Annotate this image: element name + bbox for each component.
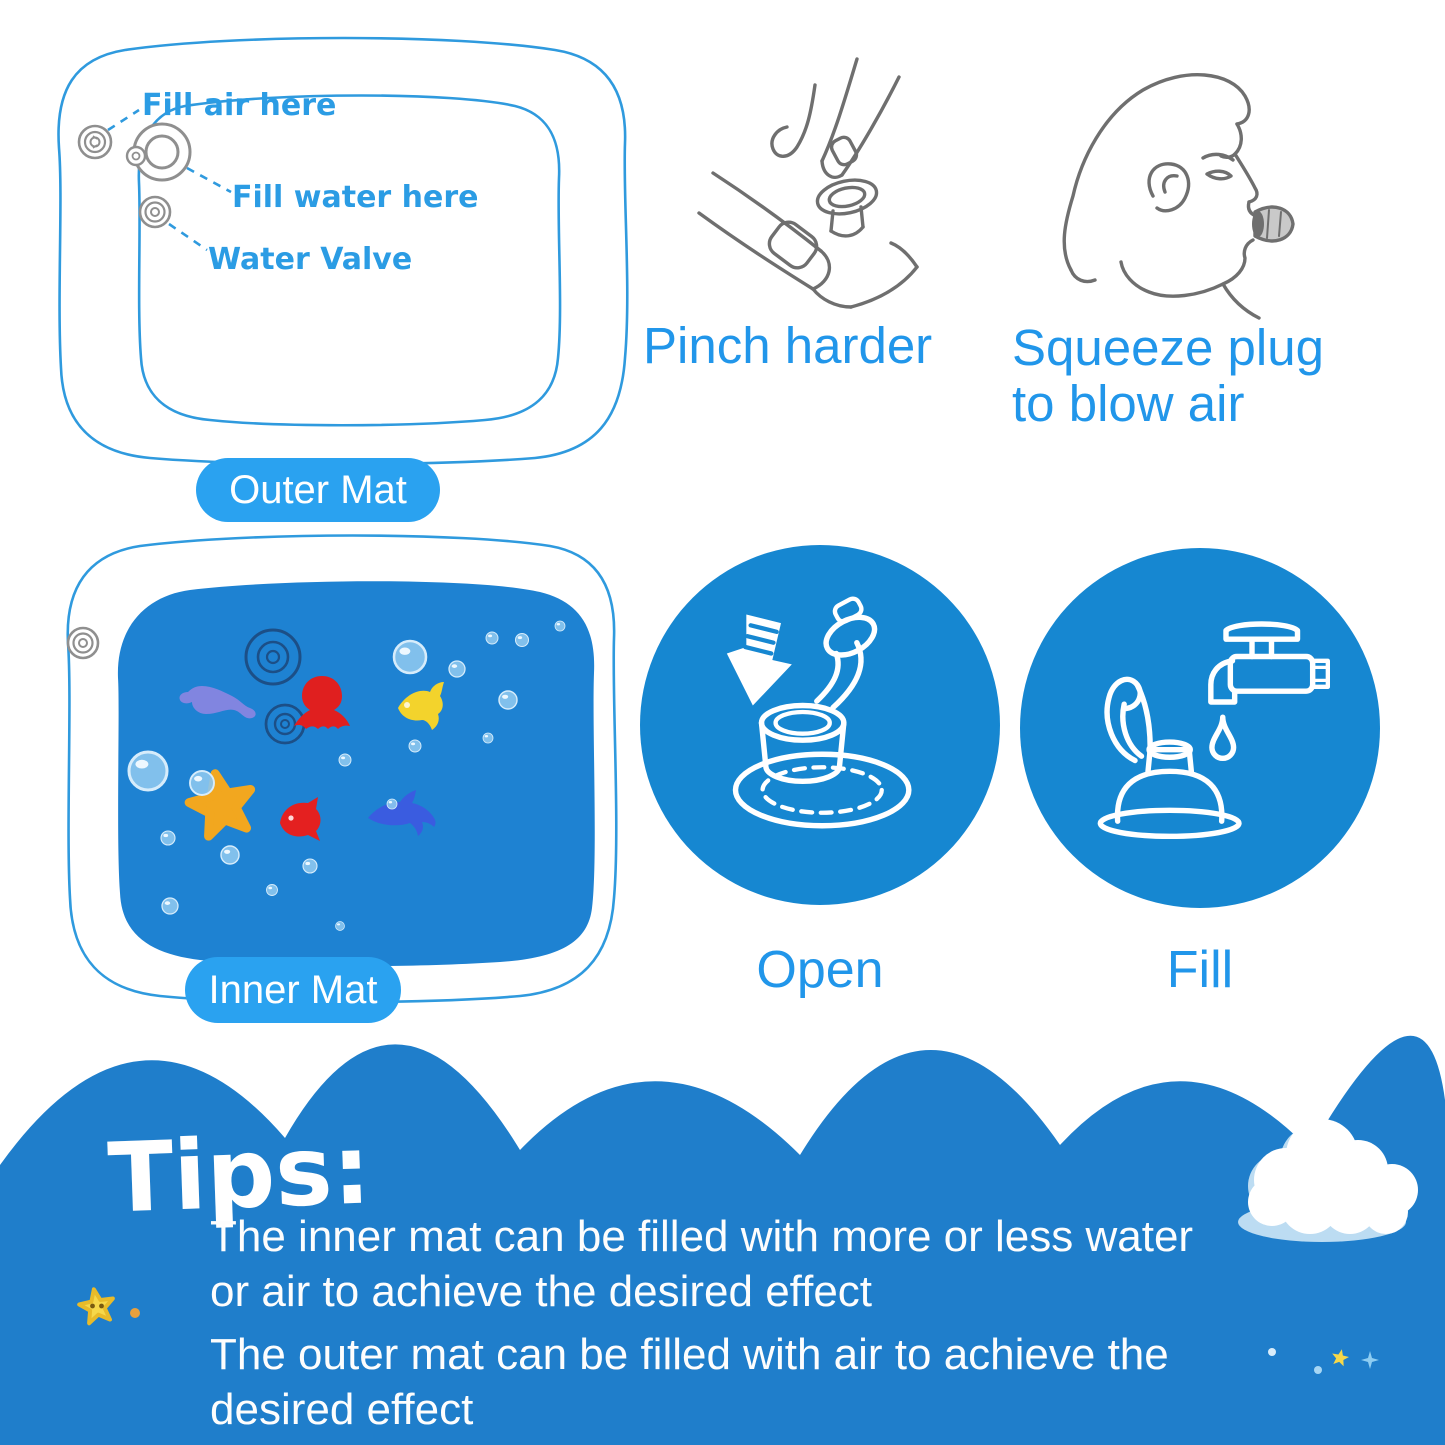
inner-mat-badge: Inner Mat: [185, 957, 401, 1023]
down-arrow-icon: [727, 615, 792, 706]
squeeze-caption-line1: Squeeze plug: [1012, 319, 1324, 376]
tap-icon: [1211, 624, 1328, 702]
droplet-icon: [1212, 717, 1234, 758]
open-valve-icon: [690, 595, 950, 855]
tip1-line2: or air to achieve the desired effect: [210, 1267, 873, 1316]
open-caption: Open: [756, 941, 884, 999]
dot-decoration: [130, 1308, 140, 1318]
open-step-circle: [640, 545, 1000, 905]
tips-heading: Tips:: [106, 1113, 373, 1235]
tip2-line2: desired effect: [210, 1385, 474, 1434]
fill-caption: Fill: [1166, 941, 1234, 999]
tip2-line1: The outer mat can be filled with air to achieve the: [210, 1330, 1169, 1379]
fill-water-label: Fill water here: [232, 180, 479, 215]
tap-fill-icon: [1070, 598, 1330, 858]
inner-mat-valve-icon: [68, 628, 98, 658]
outer-mat-badge: Outer Mat: [196, 458, 440, 522]
squeeze-caption-line2: to blow air: [1012, 375, 1245, 432]
water-valve-label: Water Valve: [208, 242, 413, 277]
tip1-line1: The inner mat can be filled with more or less water: [210, 1212, 1194, 1261]
fill-air-label: Fill air here: [142, 88, 337, 123]
air-valve-icon: [79, 126, 111, 158]
water-valve-icon: [140, 197, 170, 227]
pinch-hand-icon: [695, 55, 985, 317]
pinch-caption: Pinch harder: [643, 317, 933, 374]
fill-step-circle: [1020, 548, 1380, 908]
blow-face-icon: [1035, 62, 1345, 342]
mouth-plug-icon: [1252, 207, 1293, 241]
inner-mat-drawing: [40, 528, 625, 1013]
